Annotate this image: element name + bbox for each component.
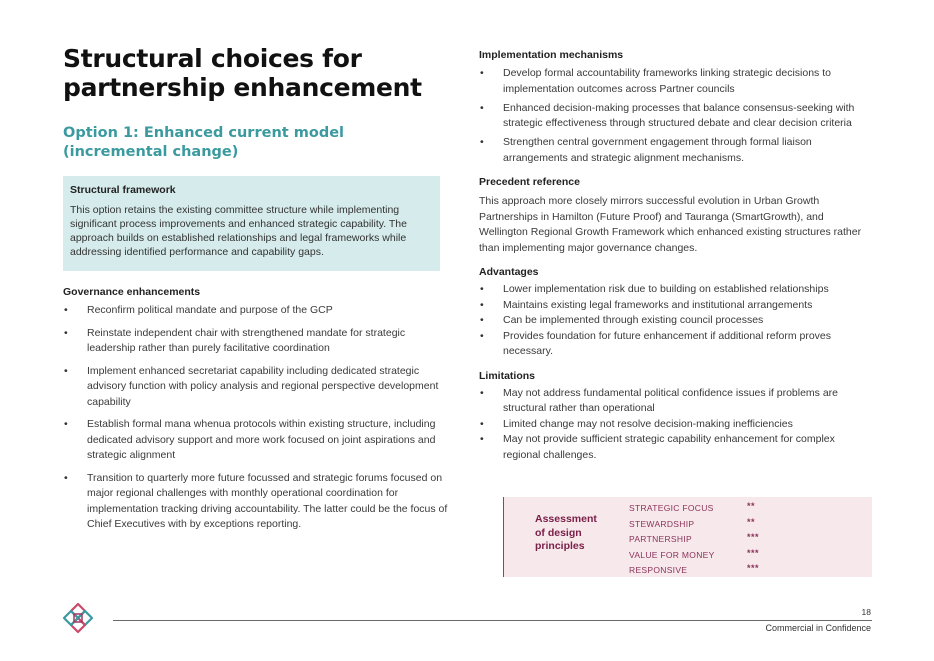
list-item: • Lower implementation risk due to building on established relationships xyxy=(479,282,874,298)
assessment-label: RESPONSIVE xyxy=(629,565,688,575)
structural-framework-body: This option retains the existing committee structure while implementing significant process improvements and enhanced strategic capability. The approach builds on established relationships and legal frameworks while addressing identified performance and capability gaps. xyxy=(70,204,407,258)
implementation-heading: Implementation mechanisms xyxy=(479,49,624,61)
list-item: • Reconfirm political mandate and purpose of the GCP xyxy=(63,303,453,319)
list-item: • Develop formal accountability frameworks linking strategic decisions to implementation outcomes across Partner councils xyxy=(479,66,874,97)
list-item: • Transition to quarterly more future focussed and strategic forums focused on major regional challenges with monthly operational coordination for implementation tracking driving accountability. The latter could be the focus of Chief Executives with by exceptions reporting. xyxy=(63,471,453,533)
page-title: Structural choices for partnership enhancement xyxy=(63,44,422,102)
option-title: Option 1: Enhanced current model (incremental change) xyxy=(63,125,345,160)
precedent-heading: Precedent reference xyxy=(479,176,580,188)
implementation-list xyxy=(479,66,874,166)
page-number: 18 xyxy=(861,607,871,617)
structural-framework-box xyxy=(63,176,440,271)
governance-list xyxy=(63,303,453,533)
list-item: • Limited change may not resolve decision-making inefficiencies xyxy=(479,417,874,433)
left-column xyxy=(63,44,453,540)
assessment-label: PARTNERSHIP xyxy=(629,534,692,544)
right-column xyxy=(479,48,874,463)
precedent-body: This approach more closely mirrors successful evolution in Urban Growth Partnerships in Hamilton (Future Proof) and Tauranga (SmartGrowth), and Wellington Regional Growth Framework which enhanced existing structures rather than implementing major governance changes. xyxy=(479,195,862,254)
assessment-rating: ** xyxy=(747,501,756,511)
list-item: • May not address fundamental political confidence issues if problems are structural rather than operational xyxy=(479,386,874,417)
list-item: • Can be implemented through existing council processes xyxy=(479,313,874,329)
assessment-rating: *** xyxy=(747,563,760,573)
assessment-labels xyxy=(629,501,715,579)
assessment-ratings xyxy=(747,499,759,577)
limitations-heading: Limitations xyxy=(479,369,536,382)
assessment-label: VALUE FOR MONEY xyxy=(629,549,715,560)
limitations-list xyxy=(479,386,874,464)
advantages-list xyxy=(479,282,874,360)
list-item: • Strengthen central government engagement through formal liaison arrangements and strategic alignment mechanisms. xyxy=(479,135,874,166)
list-item: • Enhanced decision-making processes that balance consensus-seeking with strategic effectiveness through structured debate and clear decision criteria xyxy=(479,101,874,132)
structural-framework-heading: Structural framework xyxy=(70,184,176,196)
governance-heading: Governance enhancements xyxy=(63,286,201,298)
advantages-heading: Advantages xyxy=(479,266,539,278)
assessment-label: STRATEGIC FOCUS xyxy=(629,503,714,513)
assessment-label: STEWARDSHIP xyxy=(629,518,695,529)
confidentiality-label: Commercial in Confidence xyxy=(765,623,871,633)
list-item: • Establish formal mana whenua protocols within existing structure, including dedicated advisory support and more work focused on joint aspirations and strategic alignment xyxy=(63,417,453,464)
assessment-rating: *** xyxy=(747,547,760,558)
list-item: • Provides foundation for future enhancement if additional reform proves necessary. xyxy=(479,329,874,360)
list-item: • Implement enhanced secretariat capability including dedicated strategic advisory function with policy analysis and regional perspective development capability xyxy=(63,364,453,411)
assessment-panel xyxy=(503,497,872,577)
list-item: • May not provide sufficient strategic capability enhancement for complex regional challenges. xyxy=(479,432,874,463)
list-item: • Maintains existing legal frameworks and institutional arrangements xyxy=(479,298,874,314)
assessment-title: Assessment of design principles xyxy=(535,513,597,552)
footer-divider xyxy=(113,620,872,621)
assessment-rating: ** xyxy=(747,516,756,527)
assessment-rating: *** xyxy=(747,532,760,542)
list-item: • Reinstate independent chair with strengthened mandate for strategic leadership rather than purely facilitative coordination xyxy=(63,326,453,357)
knot-logo-icon xyxy=(62,602,94,634)
